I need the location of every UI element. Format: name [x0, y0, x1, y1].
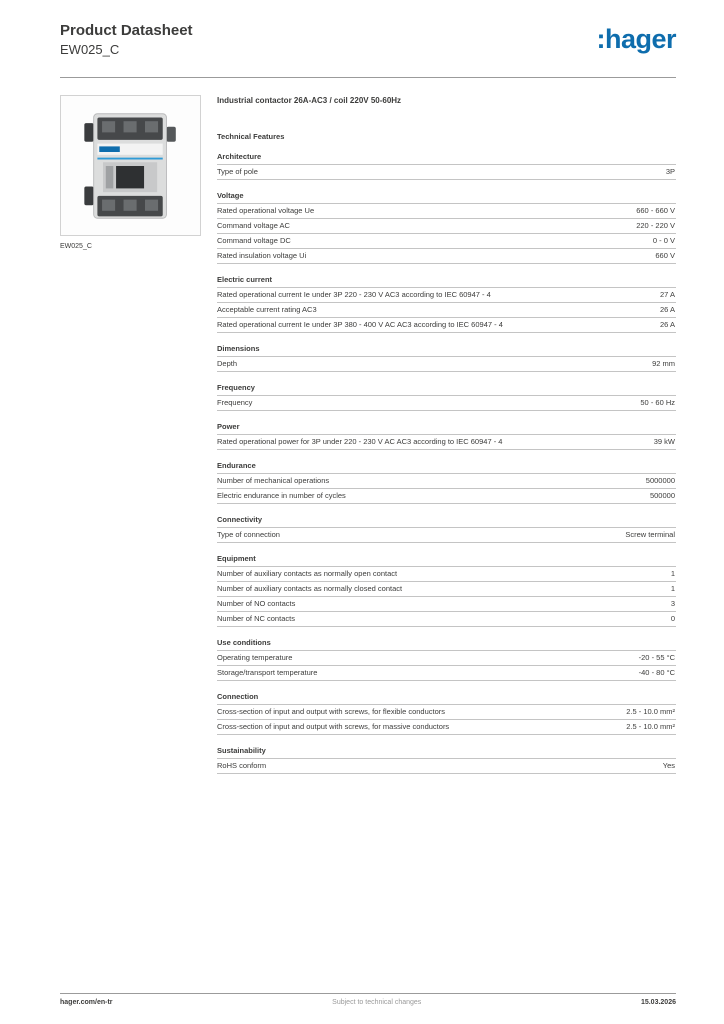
- section-rows: [217, 566, 676, 627]
- spec-value: 27 A: [659, 290, 675, 299]
- spec-value: 220 - 220 V: [636, 221, 675, 230]
- spec-row: [217, 248, 676, 263]
- hager-logo: :hager: [596, 24, 676, 54]
- section-title: Use conditions: [217, 638, 271, 647]
- spec-row: [217, 233, 676, 248]
- spec-row: [217, 317, 676, 332]
- section-rows: [217, 395, 676, 411]
- spec-row: [217, 473, 676, 488]
- spec-label: Rated insulation voltage Ui: [217, 251, 307, 260]
- spec-value: 0 - 0 V: [652, 236, 675, 245]
- spec-value: Yes: [662, 761, 675, 770]
- spec-value: Screw terminal: [625, 530, 675, 539]
- spec-row: [217, 434, 676, 449]
- spec-row: [217, 203, 676, 218]
- spec-row: [217, 758, 676, 773]
- spec-row: [217, 164, 676, 179]
- footer-divider: [60, 993, 676, 994]
- spec-value: 500000: [649, 491, 675, 500]
- spec-row: [217, 356, 676, 371]
- section-rows: [217, 527, 676, 543]
- spec-value: 92 mm: [652, 359, 675, 368]
- section-title: Connectivity: [217, 515, 263, 524]
- spec-value: 3P: [665, 167, 675, 176]
- spec-label: Operating temperature: [217, 653, 293, 662]
- header-divider: [60, 77, 676, 78]
- section-rows: [217, 434, 676, 450]
- spec-label: Type of connection: [217, 530, 280, 539]
- section-title: Equipment: [217, 554, 256, 563]
- spec-row: [217, 704, 676, 719]
- spec-label: Electric endurance in number of cycles: [217, 491, 346, 500]
- spec-label: Number of mechanical operations: [217, 476, 330, 485]
- spec-label: Type of pole: [217, 167, 258, 176]
- spec-value: 3: [670, 599, 675, 608]
- page-title: Product Datasheet: [60, 22, 193, 39]
- section-title: Frequency: [217, 383, 255, 392]
- spec-row: [217, 650, 676, 665]
- spec-value: 1: [670, 584, 675, 593]
- spec-label: Rated operational current Ie under 3P 220 - 230 V AC3 according to IEC 60947 - 4: [217, 290, 491, 299]
- section-title: Dimensions: [217, 344, 260, 353]
- footer-disclaimer: Subject to technical changes: [332, 999, 422, 1006]
- footer-date: 15.03.2026: [640, 999, 676, 1006]
- spec-value: 0: [670, 614, 675, 623]
- spec-value: 2.5 - 10.0 mm²: [626, 722, 675, 731]
- product-reference: EW025_C: [60, 42, 120, 57]
- footer-website-link[interactable]: hager.com/en-tr: [60, 999, 113, 1006]
- section-title: Connection: [217, 692, 259, 701]
- header: [60, 22, 676, 57]
- spec-row: [217, 611, 676, 626]
- spec-value: 26 A: [659, 305, 675, 314]
- spec-row: [217, 395, 676, 410]
- spec-value: 39 kW: [653, 437, 675, 446]
- section-rows: [217, 704, 676, 735]
- section-rows: [217, 287, 676, 333]
- spec-label: Frequency: [217, 398, 253, 407]
- spec-value: 2.5 - 10.0 mm²: [626, 707, 675, 716]
- spec-label: Storage/transport temperature: [217, 668, 318, 677]
- spec-label: Number of auxiliary contacts as normally closed contact: [217, 584, 403, 593]
- spec-label: Depth: [217, 359, 238, 368]
- spec-label: Number of NO contacts: [217, 599, 296, 608]
- main-content: [217, 96, 676, 774]
- spec-value: -20 - 55 °C: [638, 653, 675, 662]
- spec-row: [217, 566, 676, 581]
- spec-label: Acceptable current rating AC3: [217, 305, 317, 314]
- spec-value: 1: [670, 569, 675, 578]
- spec-label: Rated operational current Ie under 3P 380 - 400 V AC AC3 according to IEC 60947 - 4: [217, 320, 503, 329]
- section-rows: [217, 473, 676, 504]
- spec-row: [217, 527, 676, 542]
- spec-label: Command voltage DC: [217, 236, 291, 245]
- spec-value: 660 - 660 V: [636, 206, 675, 215]
- section-title: Sustainability: [217, 746, 266, 755]
- product-title: Industrial contactor 26A-AC3 / coil 220V 50-60Hz: [217, 96, 402, 105]
- product-image: [75, 106, 187, 226]
- spec-row: [217, 488, 676, 503]
- section-rows: [217, 650, 676, 681]
- spec-row: [217, 665, 676, 680]
- spec-label: Number of NC contacts: [217, 614, 295, 623]
- spec-label: Cross-section of input and output with screws, for massive conductors: [217, 722, 450, 731]
- section-rows: [217, 203, 676, 264]
- section-title: Endurance: [217, 461, 256, 470]
- spec-sections: [217, 152, 676, 774]
- spec-row: [217, 302, 676, 317]
- spec-label: RoHS conform: [217, 761, 267, 770]
- spec-label: Rated operational voltage Ue: [217, 206, 315, 215]
- spec-row: [217, 218, 676, 233]
- section-rows: [217, 164, 676, 180]
- section-rows: [217, 356, 676, 372]
- product-image-caption: EW025_C: [60, 243, 92, 250]
- technical-features-heading: Technical Features: [217, 132, 285, 141]
- spec-value: 5000000: [645, 476, 675, 485]
- section-title: Power: [217, 422, 240, 431]
- section-title: Electric current: [217, 275, 273, 284]
- spec-row: [217, 596, 676, 611]
- spec-value: 26 A: [659, 320, 675, 329]
- spec-value: 50 - 60 Hz: [640, 398, 675, 407]
- spec-row: [217, 581, 676, 596]
- spec-label: Number of auxiliary contacts as normally open contact: [217, 569, 398, 578]
- section-title: Architecture: [217, 152, 262, 161]
- footer: [60, 999, 676, 1006]
- spec-label: Command voltage AC: [217, 221, 290, 230]
- spec-row: [217, 719, 676, 734]
- section-rows: [217, 758, 676, 774]
- spec-label: Cross-section of input and output with screws, for flexible conductors: [217, 707, 446, 716]
- spec-value: 660 V: [655, 251, 675, 260]
- spec-row: [217, 287, 676, 302]
- spec-value: -40 - 80 °C: [638, 668, 675, 677]
- product-image-frame: [60, 95, 201, 236]
- section-title: Voltage: [217, 191, 244, 200]
- spec-label: Rated operational power for 3P under 220 - 230 V AC AC3 according to IEC 60947 - 4: [217, 437, 503, 446]
